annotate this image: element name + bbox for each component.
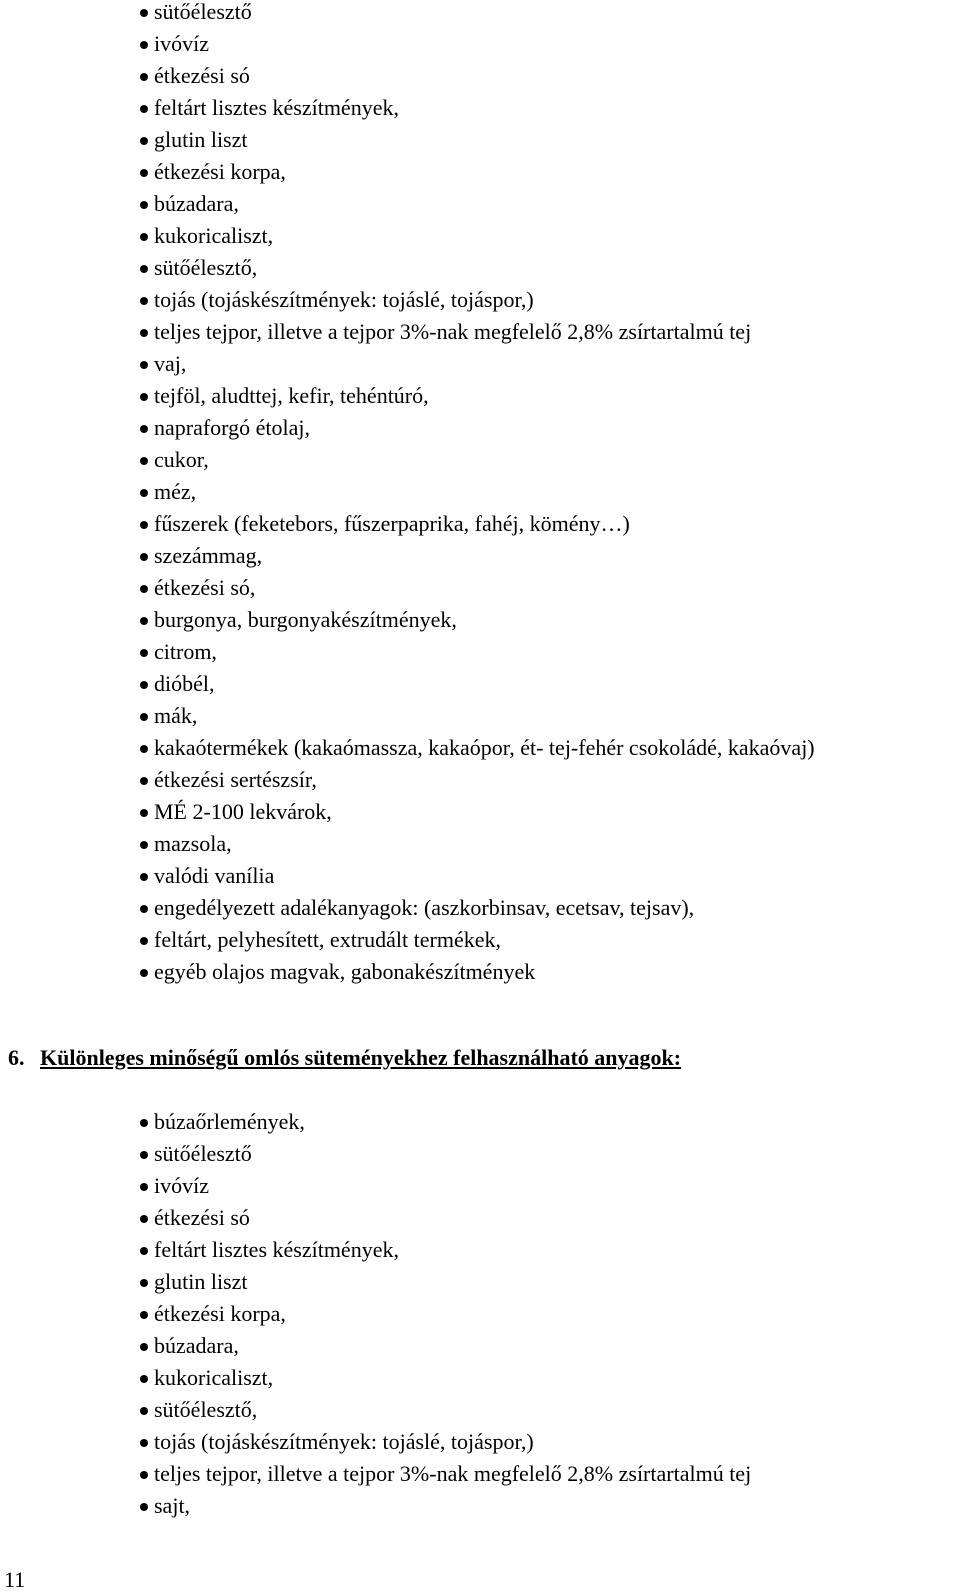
bullet-icon <box>140 905 148 913</box>
list-item <box>140 508 815 540</box>
bullet-icon <box>140 553 148 561</box>
list-item-text: mazsola, <box>154 831 232 856</box>
bullet-icon <box>140 489 148 497</box>
section-heading <box>8 1042 681 1074</box>
bullet-icon <box>140 969 148 977</box>
bullet-icon <box>140 873 148 881</box>
list-item-text: citrom, <box>154 639 217 664</box>
list-item <box>140 636 815 668</box>
list-item-text: kukoricaliszt, <box>154 1365 274 1390</box>
list-item <box>140 1330 751 1362</box>
list-item-text: teljes tejpor, illetve a tejpor 3%-nak megfelelő 2,8% zsírtartalmú tej <box>154 319 752 344</box>
list-item <box>140 124 815 156</box>
list-item-text: tojás (tojáskészítmények: tojáslé, tojáspor,) <box>154 1429 534 1454</box>
bullet-icon <box>140 841 148 849</box>
bullet-icon <box>140 169 148 177</box>
list-item-text: glutin liszt <box>154 127 248 152</box>
list-item <box>140 348 815 380</box>
bullet-icon <box>140 1439 148 1447</box>
list-item <box>140 188 815 220</box>
list-item <box>140 1458 751 1490</box>
list-item-text: feltárt lisztes készítmények, <box>154 95 399 120</box>
list-item <box>140 764 815 796</box>
list-item <box>140 1266 751 1298</box>
bullet-icon <box>140 41 148 49</box>
list-item-text: étkezési só <box>154 1205 250 1230</box>
list-item <box>140 668 815 700</box>
list-item-text: búzadara, <box>154 1333 239 1358</box>
list-item-text: ivóvíz <box>154 1173 209 1198</box>
bullet-icon <box>140 393 148 401</box>
bullet-icon <box>140 329 148 337</box>
list-item <box>140 156 815 188</box>
list-item <box>140 1362 751 1394</box>
bullet-icon <box>140 1503 148 1511</box>
bullet-icon <box>140 457 148 465</box>
list-item-text: étkezési sertészsír, <box>154 767 317 792</box>
bullet-icon <box>140 9 148 17</box>
bullet-icon <box>140 1247 148 1255</box>
list-item-text: méz, <box>154 479 197 504</box>
list-item <box>140 796 815 828</box>
bullet-icon <box>140 617 148 625</box>
bullet-icon <box>140 361 148 369</box>
list-item <box>140 1298 751 1330</box>
list-item-text: valódi vanília <box>154 863 275 888</box>
list-item <box>140 252 815 284</box>
list-item <box>140 572 815 604</box>
list-item-text: sajt, <box>154 1493 191 1518</box>
list-item-text: egyéb olajos magvak, gabonakészítmények <box>154 959 536 984</box>
list-item-text: napraforgó étolaj, <box>154 415 310 440</box>
list-item-text: étkezési korpa, <box>154 1301 286 1326</box>
list-item-text: sütőélesztő, <box>154 255 258 280</box>
list-item <box>140 380 815 412</box>
list-item-text: étkezési só <box>154 63 250 88</box>
list-item-text: glutin liszt <box>154 1269 248 1294</box>
bullet-icon <box>140 937 148 945</box>
list-item <box>140 956 815 988</box>
page-number: 11 <box>4 1567 26 1592</box>
bullet-icon <box>140 1279 148 1287</box>
list-item-text: étkezési só, <box>154 575 256 600</box>
bullet-icon <box>140 1151 148 1159</box>
list-item-text: tejföl, aludttej, kefir, tehéntúró, <box>154 383 429 408</box>
list-item-text: ivóvíz <box>154 31 209 56</box>
list-item <box>140 892 815 924</box>
bullet-icon <box>140 585 148 593</box>
list-item <box>140 1426 751 1458</box>
list-item <box>140 924 815 956</box>
list-item-text: étkezési korpa, <box>154 159 286 184</box>
list-item-text: MÉ 2-100 lekvárok, <box>154 799 332 824</box>
list-item <box>140 1490 751 1522</box>
bullet-icon <box>140 1343 148 1351</box>
list-item-text: engedélyezett adalékanyagok: (aszkorbinsav, ecetsav, tejsav), <box>154 895 695 920</box>
bullet-icon <box>140 745 148 753</box>
list-item-text: feltárt lisztes készítmények, <box>154 1237 399 1262</box>
list-item <box>140 1106 751 1138</box>
bullet-icon <box>140 521 148 529</box>
bullet-icon <box>140 425 148 433</box>
bullet-icon <box>140 297 148 305</box>
list-item <box>140 732 815 764</box>
list-item <box>140 0 815 28</box>
bullet-icon <box>140 809 148 817</box>
list-item <box>140 604 815 636</box>
list-item <box>140 28 815 60</box>
list-item <box>140 1394 751 1426</box>
list-item-text: tojás (tojáskészítmények: tojáslé, tojáspor,) <box>154 287 534 312</box>
list-item-text: sütőélesztő, <box>154 1397 258 1422</box>
bullet-icon <box>140 713 148 721</box>
list-item <box>140 540 815 572</box>
list-item <box>140 700 815 732</box>
list-item-text: sütőélesztő <box>154 0 252 24</box>
list-item-text: sütőélesztő <box>154 1141 252 1166</box>
list-item-text: dióbél, <box>154 671 215 696</box>
section-number: 6. <box>8 1045 25 1070</box>
list-item <box>140 860 815 892</box>
list-item-text: feltárt, pelyhesített, extrudált termékek, <box>154 927 501 952</box>
list-item <box>140 220 815 252</box>
bullet-icon <box>140 265 148 273</box>
ingredient-list-top <box>140 0 815 988</box>
bullet-icon <box>140 137 148 145</box>
bullet-icon <box>140 1215 148 1223</box>
bullet-icon <box>140 1183 148 1191</box>
list-item-text: mák, <box>154 703 198 728</box>
list-item <box>140 1138 751 1170</box>
list-item <box>140 444 815 476</box>
list-item-text: fűszerek (feketebors, fűszerpaprika, fahéj, kömény…) <box>154 511 630 536</box>
list-item <box>140 316 815 348</box>
list-item <box>140 1170 751 1202</box>
list-item <box>140 60 815 92</box>
bullet-icon <box>140 1375 148 1383</box>
list-item <box>140 828 815 860</box>
bullet-icon <box>140 649 148 657</box>
section-title: Különleges minőségű omlós süteményekhez felhasználható anyagok: <box>40 1045 682 1070</box>
bullet-icon <box>140 201 148 209</box>
bullet-icon <box>140 1119 148 1127</box>
list-item-text: szezámmag, <box>154 543 263 568</box>
bullet-icon <box>140 73 148 81</box>
list-item <box>140 1202 751 1234</box>
list-item <box>140 476 815 508</box>
list-item <box>140 412 815 444</box>
bullet-icon <box>140 105 148 113</box>
list-item-text: cukor, <box>154 447 209 472</box>
list-item <box>140 1234 751 1266</box>
bullet-icon <box>140 681 148 689</box>
bullet-icon <box>140 233 148 241</box>
list-item-text: kukoricaliszt, <box>154 223 274 248</box>
list-item <box>140 92 815 124</box>
list-item-text: búzadara, <box>154 191 239 216</box>
bullet-icon <box>140 1407 148 1415</box>
bullet-icon <box>140 1311 148 1319</box>
list-item-text: burgonya, burgonyakészítmények, <box>154 607 457 632</box>
list-item-text: teljes tejpor, illetve a tejpor 3%-nak megfelelő 2,8% zsírtartalmú tej <box>154 1461 752 1486</box>
bullet-icon <box>140 777 148 785</box>
list-item-text: vaj, <box>154 351 187 376</box>
list-item <box>140 284 815 316</box>
ingredient-list-bottom <box>140 1106 751 1522</box>
list-item-text: kakaótermékek (kakaómassza, kakaópor, ét- tej-fehér csokoládé, kakaóvaj) <box>154 735 815 760</box>
bullet-icon <box>140 1471 148 1479</box>
list-item-text: búzaőrlemények, <box>154 1109 305 1134</box>
